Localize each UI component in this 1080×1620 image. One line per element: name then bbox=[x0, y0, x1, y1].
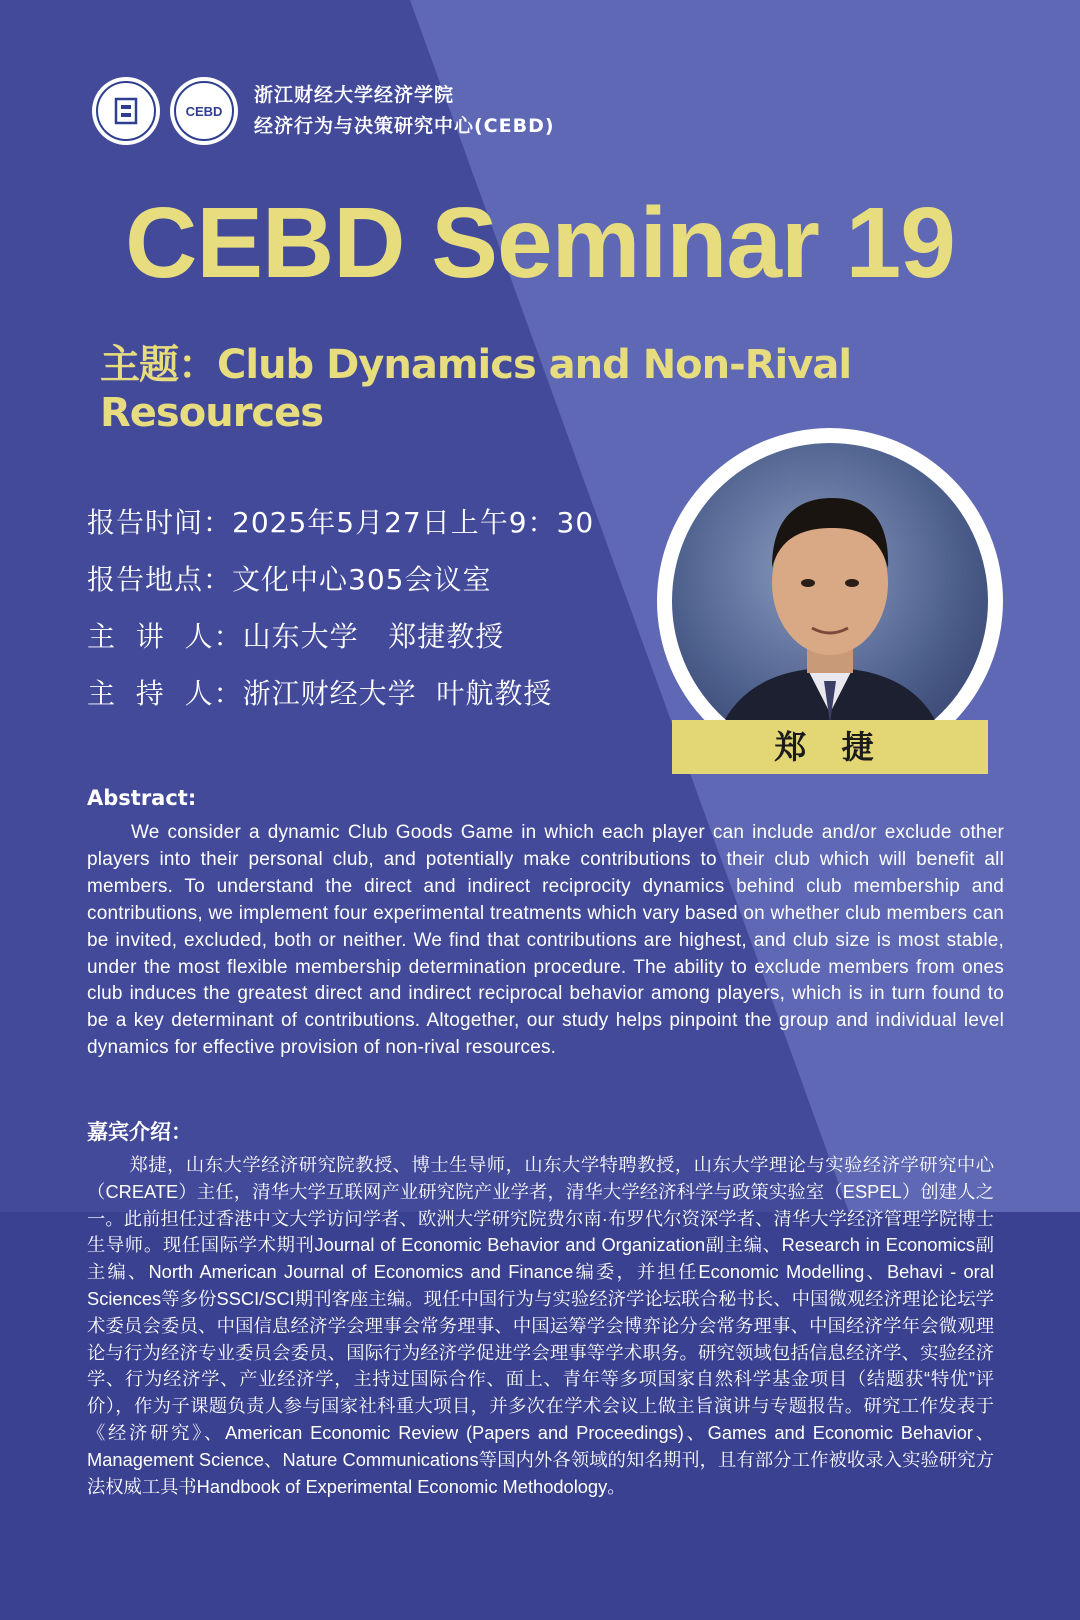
org-line-1: 浙江财经大学经济学院 bbox=[254, 84, 455, 106]
event-info bbox=[87, 494, 594, 722]
event-place: 报告地点：文化中心305会议室 bbox=[87, 563, 492, 596]
seminar-title: CEBD Seminar 19 bbox=[125, 187, 955, 299]
bio-heading: 嘉宾介绍： bbox=[87, 1120, 192, 1144]
bio-body: 郑捷，山东大学经济研究院教授、博士生导师，山东大学特聘教授，山东大学理论与实验经济学研究中心（CREATE）主任，清华大学互联网产业研究院产业学者，清华大学经济科学与政策实验室（ESPEL）创建人之一。此前担任过香港中文大学访问学者、欧洲大学研究院费尔南·布罗代尔资深学者、清华大学经济管理学院博士生导师。现任国际学术期刊Journal of Economic Behavior and Organization副主编、Research in Economics副主编、North American Journal of Economics and Finance编委，并担任Economic Modelling、Behavi - oral Sciences等多份SSCI/SCI期刊客座主编。现任中国行为与实验经济学论坛联合秘书长、中国微观经济理论论坛学术委员会委员、中国信息经济学会理事会常务理事、中国运筹学会博弈论分会常务理事、中国经济学年会微观理论与行为经济专业委员会委员、国际行为经济学促进学会理事等学术职务。研究领域包括信息经济学、实验经济学、行为经济学、产业经济学，主持过国际合作、面上、青年等多项国家自然科学基金项目（结题获“特优”评价），作为子课题负责人参与国家社科重大项目，并多次在学术会议上做主旨演讲与专题报告。研究工作发表于《经济研究》、American Economic Review (Papers and Proceedings)、Games and Economic Behavior、Management Science、Nature Communications等国内外各领域的知名期刊，且有部分工作被收录入实验研究方法权威工具书Handbook of Experimental Economic Methodology。 bbox=[87, 1154, 994, 1497]
event-host: 主 持 人：浙江财经大学 叶航教授 bbox=[87, 677, 553, 710]
abstract-body: We consider a dynamic Club Goods Game in which each player can include and/or exclude other players into their personal club, and potentially make contributions to their club which will benefit all members. To understand the direct and indirect reciprocity dynamics behind club membership and contributions, we implement four experimental treatments which vary based on whether club members can be invited, excluded, both or neither. We find that contributions are highest, and club size is most stable, under the most flexible membership determination procedure. The ability to exclude members from ones club induces the greatest direct and indirect reciprocal behavior among players, which is in turn found to be a key determinant of contributions. Altogether, our study helps pinpoint the group and individual level dynamics for effective provision of non-rival resources. bbox=[87, 822, 1004, 1059]
bio-text bbox=[87, 1152, 994, 1500]
event-speaker: 主 讲 人：山东大学 郑捷教授 bbox=[87, 620, 505, 653]
seminar-topic: 主题：Club Dynamics and Non-Rival Resources bbox=[100, 342, 852, 436]
cebd-logo-icon bbox=[170, 77, 238, 145]
org-line-2: 经济行为与决策研究中心(CEBD) bbox=[254, 115, 555, 137]
speaker-photo bbox=[672, 443, 988, 759]
event-time: 报告时间：2025年5月27日上午9：30 bbox=[87, 506, 595, 539]
organization-name bbox=[254, 80, 555, 142]
abstract-text bbox=[87, 820, 1004, 1062]
speaker-nameplate: 郑 捷 bbox=[672, 720, 988, 774]
abstract-heading: Abstract: bbox=[87, 786, 197, 810]
school-of-economics-seal-icon bbox=[92, 77, 160, 145]
cebd-logo-text: CEBD bbox=[185, 103, 223, 119]
header bbox=[92, 76, 555, 146]
